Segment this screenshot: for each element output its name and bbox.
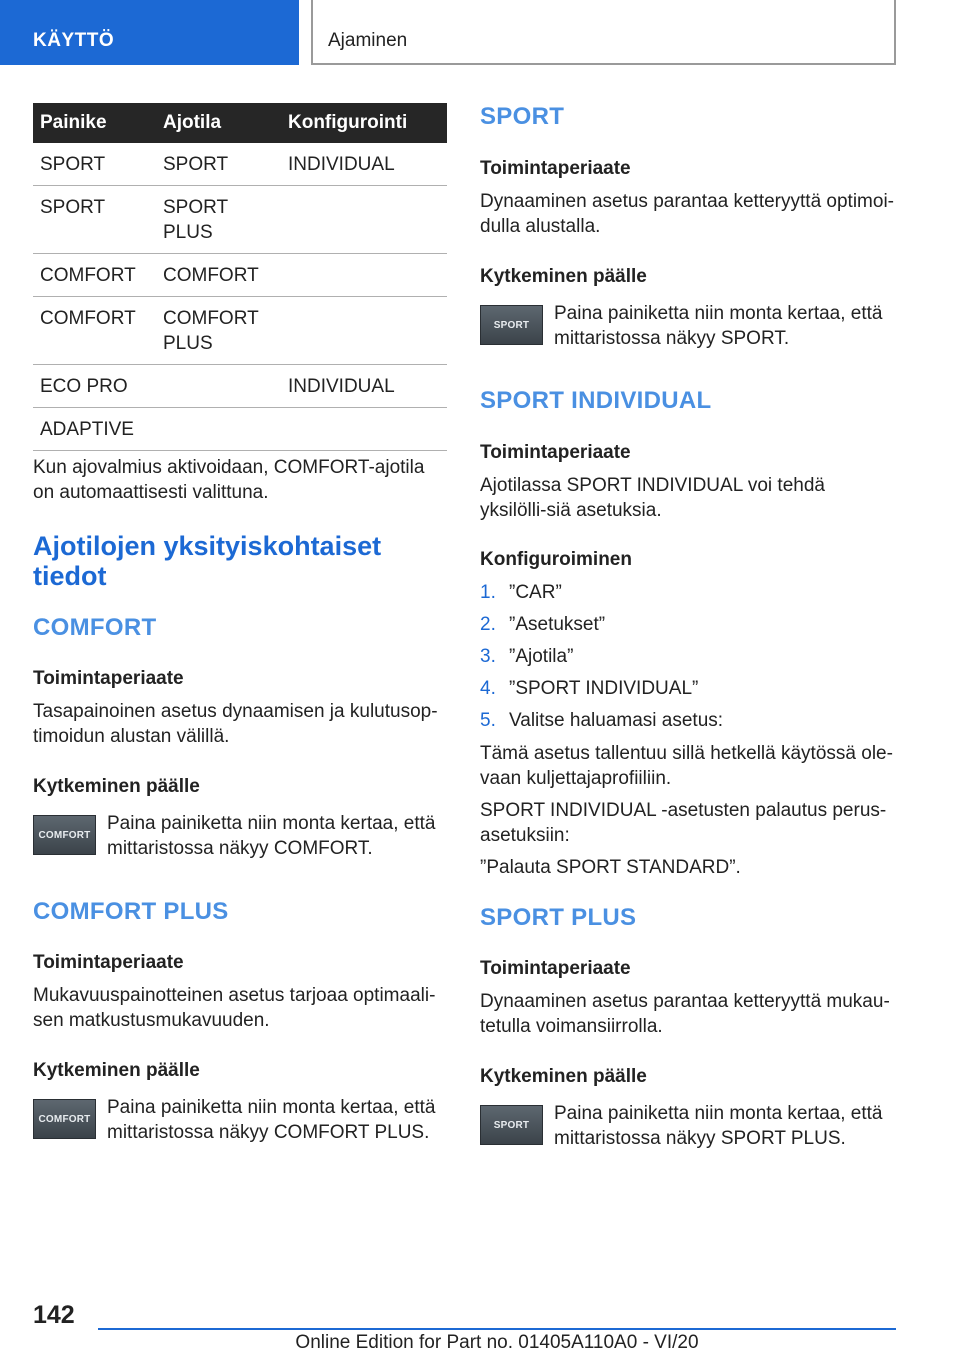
table-row: [33, 254, 447, 297]
sport-plus-principle-text: Dynaaminen asetus parantaa ketteryyttä mukau-tetulla voimansiirrolla.: [480, 991, 890, 1037]
table-cell: [281, 297, 447, 365]
comfort-principle-text: Tasapainoinen asetus dynaamisen ja kulutusop-timoidun alustan välillä.: [33, 701, 438, 747]
footer-divider: [98, 1328, 896, 1330]
comfort-plus-button-label: COMFORT: [38, 1113, 91, 1125]
sport-principle-text: Dynaaminen asetus parantaa ketteryyttä optimoi-dulla alustalla.: [480, 191, 894, 237]
comfort-activation-heading: Kytkeminen päälle: [33, 776, 200, 797]
config-note-reset: SPORT INDIVIDUAL -asetusten palautus perus-asetuksiin:: [480, 800, 887, 846]
table-row: [33, 408, 447, 451]
comfort-plus-activation-text: Paina painiketta niin monta kertaa, että mittaristossa näkyy COMFORT PLUS.: [107, 1097, 436, 1143]
table-cell: [281, 254, 447, 297]
section-title: Ajotilojen yksityiskohtaiset tiedot: [33, 531, 382, 591]
sport-individual-principle-text: Ajotilassa SPORT INDIVIDUAL voi tehdä yksilölli-siä asetuksia.: [480, 475, 825, 521]
table-row: [33, 186, 447, 254]
comfort-title: COMFORT: [33, 614, 157, 641]
sport-activation-text: Paina painiketta niin monta kertaa, että mittaristossa näkyy SPORT.: [554, 303, 883, 349]
footer-edition-text: Online Edition for Part no. 01405A110A0 - VI/20: [295, 1332, 699, 1353]
table-row: [33, 297, 447, 365]
table-row: [33, 365, 447, 408]
table-cell: SPORT: [33, 143, 156, 186]
header-section-tab: [0, 0, 299, 65]
table-cell: COMFORT: [156, 254, 281, 297]
header-chapter-tab: [311, 0, 896, 65]
table-cell: ADAPTIVE: [33, 408, 156, 451]
intro-text: Kun ajovalmius aktivoidaan, COMFORT-ajotila on automaattisesti valittuna.: [33, 457, 425, 503]
page-number: 142: [33, 1301, 75, 1329]
table-cell: SPORT: [33, 186, 156, 254]
sport-title: SPORT: [480, 103, 565, 130]
sport-plus-activation-heading: Kytkeminen päälle: [480, 1066, 647, 1087]
sport-plus-principle-heading: Toimintaperiaate: [480, 958, 631, 979]
table-header-cell: Painike: [33, 103, 156, 143]
table-cell: [156, 408, 281, 451]
list-item-text: Valitse haluamasi asetus:: [509, 710, 724, 731]
table-cell: INDIVIDUAL: [281, 365, 447, 408]
table-cell: INDIVIDUAL: [281, 143, 447, 186]
sport-activation-heading: Kytkeminen päälle: [480, 266, 647, 287]
table-cell: [281, 186, 447, 254]
config-note-profile: Tämä asetus tallentuu sillä hetkellä käytössä ole-vaan kuljettajaprofiiliin.: [480, 743, 893, 789]
table-header-cell: Konfigurointi: [281, 103, 447, 143]
comfort-plus-principle-text: Mukavuuspainotteinen asetus tarjoaa optimaali-sen matkustusmukavuuden.: [33, 985, 436, 1031]
sport-individual-title: SPORT INDIVIDUAL: [480, 387, 712, 414]
table-cell: COMFORT PLUS: [156, 297, 281, 365]
config-note-reset-menu: ”Palauta SPORT STANDARD”.: [480, 857, 741, 878]
list-item-number: 1.: [480, 582, 496, 603]
table-row: [33, 143, 447, 186]
header-chapter-label: Ajaminen: [328, 30, 408, 51]
config-heading: Konfiguroiminen: [480, 549, 632, 570]
comfort-plus-title: COMFORT PLUS: [33, 898, 229, 925]
list-item-text: ”SPORT INDIVIDUAL”: [509, 678, 699, 699]
table-cell: COMFORT: [33, 297, 156, 365]
list-item-text: ”CAR”: [509, 582, 562, 603]
list-item-number: 2.: [480, 614, 496, 635]
sport-plus-button-icon: [480, 1105, 543, 1145]
table-cell: ECO PRO: [33, 365, 156, 408]
table-header-cell: Ajotila: [156, 103, 281, 143]
list-item-number: 5.: [480, 710, 496, 731]
drive-mode-table: [33, 103, 447, 451]
comfort-principle-heading: Toimintaperiaate: [33, 668, 184, 689]
list-item-text: ”Ajotila”: [509, 646, 574, 667]
comfort-activation-text: Paina painiketta niin monta kertaa, että mittaristossa näkyy COMFORT.: [107, 813, 436, 859]
sport-button-icon: [480, 305, 543, 345]
comfort-plus-principle-heading: Toimintaperiaate: [33, 952, 184, 973]
comfort-button-icon: [33, 815, 96, 855]
table-cell: SPORT: [156, 143, 281, 186]
list-item-text: ”Asetukset”: [509, 614, 606, 635]
comfort-plus-activation-heading: Kytkeminen päälle: [33, 1060, 200, 1081]
sport-individual-principle-heading: Toimintaperiaate: [480, 442, 631, 463]
sport-principle-heading: Toimintaperiaate: [480, 158, 631, 179]
comfort-plus-button-icon: [33, 1099, 96, 1139]
comfort-button-label: COMFORT: [38, 829, 91, 841]
table-cell: [156, 365, 281, 408]
sport-button-label: SPORT: [493, 319, 530, 331]
table-cell: [281, 408, 447, 451]
config-steps-list: [480, 580, 896, 740]
sport-plus-title: SPORT PLUS: [480, 904, 637, 931]
table-header-row: [33, 103, 447, 143]
header-section-label: KÄYTTÖ: [33, 30, 115, 51]
list-item-number: 4.: [480, 678, 496, 699]
table-cell: SPORT PLUS: [156, 186, 281, 254]
sport-plus-button-label: SPORT: [493, 1119, 530, 1131]
table-cell: COMFORT: [33, 254, 156, 297]
sport-plus-activation-text: Paina painiketta niin monta kertaa, että mittaristossa näkyy SPORT PLUS.: [554, 1103, 883, 1149]
list-item-number: 3.: [480, 646, 496, 667]
